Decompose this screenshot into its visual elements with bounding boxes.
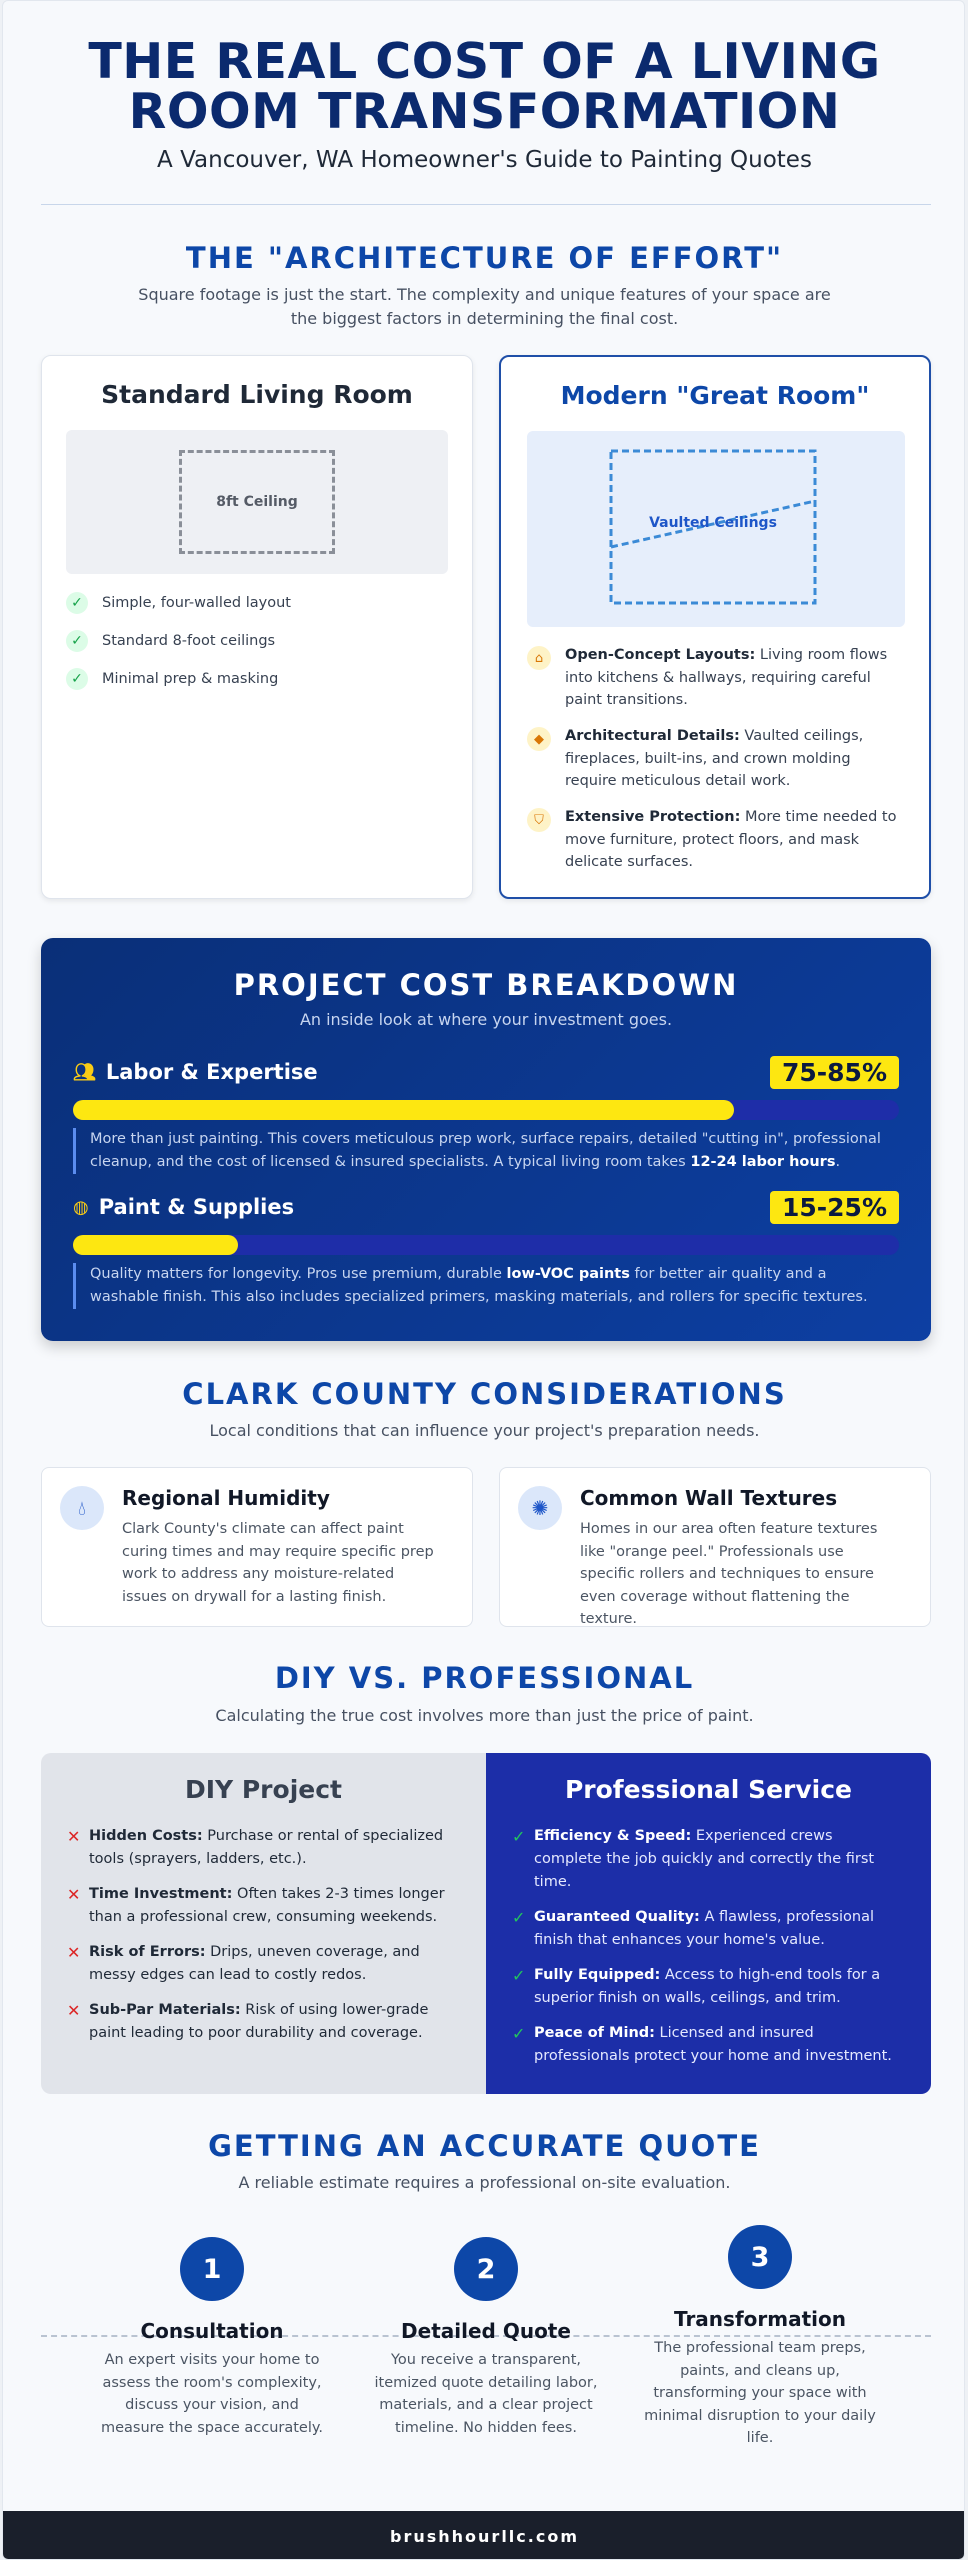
great-room-title: Modern "Great Room" [560, 381, 870, 410]
step-text: An expert visits your home to assess the room's complexity, discuss your vision, and measure the space accurately. [100, 2352, 324, 2436]
list-item: ✓ Minimal prep & masking [66, 668, 278, 690]
list-item: ✓ Simple, four-walled layout [66, 592, 291, 614]
paint-progress-fill [73, 1235, 238, 1255]
page-title-line-2: ROOM TRANSFORMATION [128, 83, 841, 140]
feature-item: ⛉ Extensive Protection: More time needed to move furniture, protect floors, and mask delicate surfaces. [527, 806, 897, 874]
ceiling-label: 8ft Ceiling [179, 450, 335, 554]
cost-breakdown-panel [41, 938, 931, 1341]
diy-vs-pro-comparison [41, 1753, 931, 2094]
humidity-title: Regional Humidity [122, 1486, 330, 1510]
labor-progress-fill [73, 1100, 734, 1120]
paint-label: ◍ Paint & Supplies [73, 1195, 295, 1219]
clark-subtitle: Local conditions that can influence your project's preparation needs. [209, 1421, 760, 1440]
home-icon: ⌂ [527, 646, 551, 670]
x-icon: ✕ [67, 1885, 81, 1904]
cost-breakdown-subtitle: An inside look at where your investment goes. [299, 1010, 673, 1029]
list-item: ✓ Standard 8-foot ceilings [66, 630, 275, 652]
step-number: 3 [728, 2225, 792, 2289]
page-title [3, 33, 965, 140]
diy-title: DIY VS. PROFESSIONAL [274, 1661, 695, 1695]
aperture-icon: ✺ [518, 1486, 562, 1530]
users-icon: 👥︎ [73, 1061, 96, 1083]
step-title: Detailed Quote [401, 2319, 571, 2343]
labor-note: More than just painting. This covers meticulous prep work, surface repairs, detailed "cutting in", professional cleanup, and the cost of licensed & insured specialists. A typical living room takes 12-24 labor hours. [73, 1128, 899, 1174]
footer-link[interactable]: brushhourllc.com [390, 2526, 579, 2546]
pro-column [486, 1753, 931, 2094]
paint-progress-track [73, 1235, 899, 1255]
clark-title: CLARK COUNTY CONSIDERATIONS [182, 1377, 787, 1411]
vaulted-ceiling-label: Vaulted Ceilings [649, 515, 777, 531]
diy-item: ✕ Hidden Costs: Purchase or rental of specialized tools (sprayers, ladders, etc.). [67, 1825, 459, 1871]
paint-note: Quality matters for longevity. Pros use premium, durable low-VOC paints for better air quality and a washable finish. This also includes specialized primers, masking materials, and rollers for specific textures. [73, 1263, 899, 1309]
header-divider [41, 204, 931, 205]
feature-item: ◆ Architectural Details: Vaulted ceilings, fireplaces, built-ins, and crown molding require meticulous detail work. [527, 725, 897, 793]
step-text: The professional team preps, paints, and cleans up, transforming your space with minimal disruption to your daily life. [644, 2340, 876, 2446]
check-icon: ✓ [512, 1966, 526, 1985]
standard-room-illustration [66, 430, 448, 574]
cost-breakdown-title: PROJECT COST BREAKDOWN [233, 968, 739, 1002]
check-icon: ✓ [512, 2024, 526, 2043]
step-number: 1 [180, 2237, 244, 2301]
x-icon: ✕ [67, 1943, 81, 1962]
humidity-card [41, 1467, 473, 1627]
pro-item: ✓ Fully Equipped: Access to high-end tools for a superior finish on walls, ceilings, and trim. [512, 1964, 904, 2010]
feature-item: ⌂ Open-Concept Layouts: Living room flows into kitchens & hallways, requiring careful paint transitions. [527, 644, 897, 712]
standard-room-title: Standard Living Room [101, 380, 413, 409]
architecture-description: Square footage is just the start. The complexity and unique features of your space are the biggest factors in determining the final cost. [138, 285, 831, 328]
pro-item: ✓ Peace of Mind: Licensed and insured professionals protect your home and investment. [512, 2022, 904, 2068]
diy-column-title: DIY Project [185, 1775, 342, 1804]
textures-card [499, 1467, 931, 1627]
infographic-page [2, 0, 965, 2560]
page-subtitle: A Vancouver, WA Homeowner's Guide to Painting Quotes [157, 147, 812, 173]
page-title-line-1: THE REAL COST OF A LIVING [88, 33, 881, 90]
footer [3, 2511, 965, 2560]
x-icon: ✕ [67, 2001, 81, 2020]
step-title: Consultation [140, 2319, 284, 2343]
labor-label: 👥︎ Labor & Expertise [73, 1060, 318, 1084]
step-number: 2 [454, 2237, 518, 2301]
diy-item: ✕ Sub-Par Materials: Risk of using lower-grade paint leading to poor durability and coverage. [67, 1999, 459, 2045]
shield-icon: ⛉ [527, 808, 551, 832]
paint-bucket-icon: ◍ [73, 1196, 89, 1218]
humidity-text: Clark County's climate can affect paint curing times and may require specific prep work to address any moisture-related issues on drywall for a lasting finish. [122, 1521, 434, 1605]
droplet-icon: 💧︎ [60, 1486, 104, 1530]
step-detailed-quote [366, 2237, 606, 2439]
check-icon: ✓ [512, 1827, 526, 1846]
standard-room-card [41, 355, 473, 899]
pro-column-title: Professional Service [564, 1775, 853, 1804]
pro-item: ✓ Guaranteed Quality: A flawless, professional finish that enhances your home's value. [512, 1906, 904, 1952]
step-consultation [92, 2237, 332, 2439]
quote-subtitle: A reliable estimate requires a professional on-site evaluation. [238, 2173, 731, 2192]
quote-title: GETTING AN ACCURATE QUOTE [208, 2129, 761, 2163]
check-icon: ✓ [66, 668, 88, 690]
architecture-title: THE "ARCHITECTURE OF EFFORT" [185, 241, 784, 275]
step-transformation [640, 2225, 880, 2450]
diy-subtitle: Calculating the true cost involves more than just the price of paint. [215, 1706, 754, 1725]
diy-item: ✕ Risk of Errors: Drips, uneven coverage, and messy edges can lead to costly redos. [67, 1941, 459, 1987]
check-icon: ✓ [66, 592, 88, 614]
great-room-card [499, 355, 931, 899]
x-icon: ✕ [67, 1827, 81, 1846]
paint-percent-badge: 15-25% [770, 1191, 899, 1224]
great-room-illustration [527, 431, 905, 627]
diy-item: ✕ Time Investment: Often takes 2-3 times longer than a professional crew, consuming weekends. [67, 1883, 459, 1929]
diy-column [41, 1753, 486, 2094]
pro-item: ✓ Efficiency & Speed: Experienced crews complete the job quickly and correctly the first time. [512, 1825, 904, 1894]
diamond-icon: ◆ [527, 727, 551, 751]
step-title: Transformation [674, 2307, 846, 2331]
check-icon: ✓ [66, 630, 88, 652]
check-icon: ✓ [512, 1908, 526, 1927]
labor-percent-badge: 75-85% [770, 1056, 899, 1089]
step-text: You receive a transparent, itemized quote detailing labor, materials, and a clear project timeline. No hidden fees. [374, 2352, 598, 2436]
textures-text: Homes in our area often feature textures like "orange peel." Professionals use specific rollers and techniques to ensure even coverage without flattening the texture. [580, 1521, 878, 1627]
textures-title: Common Wall Textures [580, 1486, 838, 1510]
labor-progress-track [73, 1100, 899, 1120]
